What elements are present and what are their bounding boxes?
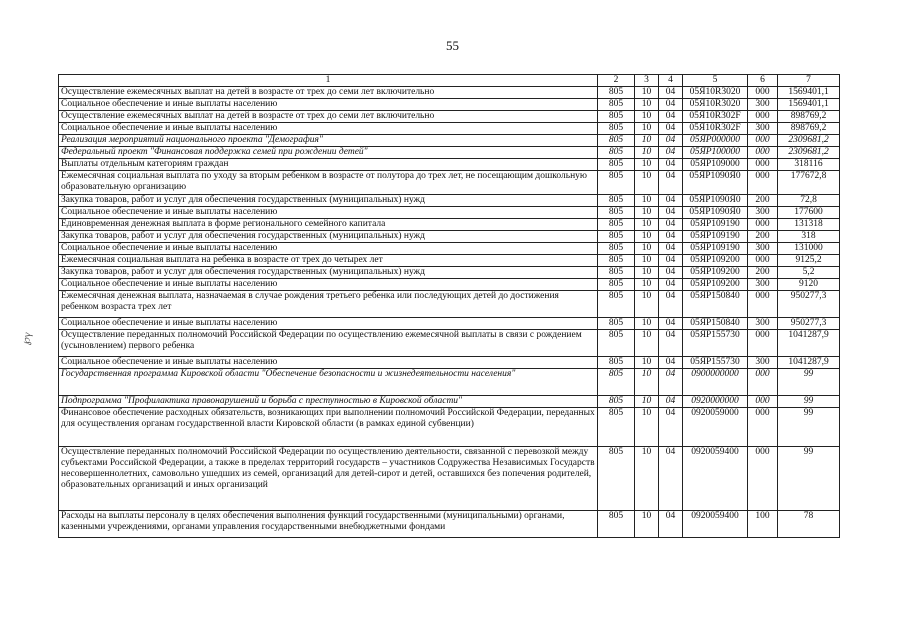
row-expense-type-cell: 000: [748, 396, 778, 408]
row-expense-type-cell: 300: [748, 357, 778, 369]
row-name-cell: Ежемесячная социальная выплата на ребенка в возрасте от трех до четырех лет: [59, 255, 598, 267]
row-expense-type-cell: 000: [748, 171, 778, 195]
row-name-cell: Ежемесячная социальная выплата по уходу за вторым ребенком в возрасте от полутора до трех лет, не посещающим дошкольную образовательную организацию: [59, 171, 598, 195]
row-target-article-cell: 05ЯP109200: [683, 255, 748, 267]
table-row: [59, 243, 840, 255]
row-subsection-cell: 04: [659, 267, 683, 279]
row-ministry-code-cell: 805: [598, 171, 635, 195]
row-ministry-code-cell: 805: [598, 318, 635, 330]
row-name-cell: Социальное обеспечение и иные выплаты населению: [59, 357, 598, 369]
row-section-cell: 10: [635, 99, 659, 111]
row-section-cell: 10: [635, 369, 659, 396]
row-expense-type-cell: 000: [748, 291, 778, 318]
table-row: [59, 171, 840, 195]
row-ministry-code-cell: 805: [598, 231, 635, 243]
row-section-cell: 10: [635, 291, 659, 318]
row-name-cell: Государственная программа Кировской области "Обеспечение безопасности и жизнедеятельности населения": [59, 369, 598, 396]
row-amount-cell: 1569401,1: [778, 99, 840, 111]
row-expense-type-cell: 000: [748, 111, 778, 123]
row-target-article-cell: 0900000000: [683, 369, 748, 396]
row-section-cell: 10: [635, 279, 659, 291]
header-cell: 1: [59, 75, 598, 87]
row-target-article-cell: 0920059000: [683, 408, 748, 447]
row-amount-cell: 9125,2: [778, 255, 840, 267]
row-amount-cell: 131318: [778, 219, 840, 231]
row-section-cell: 10: [635, 318, 659, 330]
row-amount-cell: 78: [778, 511, 840, 538]
row-ministry-code-cell: 805: [598, 511, 635, 538]
table-row: [59, 159, 840, 171]
row-amount-cell: 99: [778, 408, 840, 447]
row-name-cell: Социальное обеспечение и иные выплаты населению: [59, 243, 598, 255]
row-amount-cell: 99: [778, 369, 840, 396]
row-ministry-code-cell: 805: [598, 279, 635, 291]
row-target-article-cell: 05ЯP150840: [683, 318, 748, 330]
row-expense-type-cell: 300: [748, 207, 778, 219]
row-target-article-cell: 05ЯP109200: [683, 267, 748, 279]
row-target-article-cell: 05ЯP109200: [683, 279, 748, 291]
row-subsection-cell: 04: [659, 447, 683, 511]
row-section-cell: 10: [635, 267, 659, 279]
row-ministry-code-cell: 805: [598, 291, 635, 318]
header-cell: 7: [778, 75, 840, 87]
row-expense-type-cell: 300: [748, 123, 778, 135]
row-target-article-cell: 05ЯP1090Я0: [683, 207, 748, 219]
row-amount-cell: 2309681,2: [778, 135, 840, 147]
row-target-article-cell: 05ЯP1090Я0: [683, 171, 748, 195]
table-row: [59, 318, 840, 330]
row-section-cell: 10: [635, 447, 659, 511]
table-row: [59, 267, 840, 279]
row-ministry-code-cell: 805: [598, 330, 635, 357]
row-subsection-cell: 04: [659, 99, 683, 111]
row-amount-cell: 177672,8: [778, 171, 840, 195]
row-expense-type-cell: 300: [748, 99, 778, 111]
row-ministry-code-cell: 805: [598, 207, 635, 219]
row-name-cell: Реализация мероприятий национального проекта "Демография": [59, 135, 598, 147]
row-subsection-cell: 04: [659, 207, 683, 219]
row-target-article-cell: 05Я10R302F: [683, 123, 748, 135]
row-ministry-code-cell: 805: [598, 123, 635, 135]
row-target-article-cell: 05ЯP150840: [683, 291, 748, 318]
row-target-article-cell: 0920059400: [683, 511, 748, 538]
row-name-cell: Единовременная денежная выплата в форме регионального семейного капитала: [59, 219, 598, 231]
row-name-cell: Осуществление переданных полномочий Российской Федерации по осуществлению деятельности, связанной с перевозкой между субъектами Российской Федерации, а также в пределах территорий государств – участников Содружества Независимых Государств несовершеннолетних, самовольно ушедших из семей, организаций для детей-сирот и детей, оставшихся без попечения родителей, образовательных организаций и иных организаций: [59, 447, 598, 511]
row-name-cell: Финансовое обеспечение расходных обязательств, возникающих при выполнении полномочий Российской Федерации, переданных для осуществления органам государственной власти Кировской области (в рамках единой субвенции): [59, 408, 598, 447]
row-name-cell: Закупка товаров, работ и услуг для обеспечения государственных (муниципальных) нужд: [59, 267, 598, 279]
row-target-article-cell: 05ЯP155730: [683, 357, 748, 369]
row-amount-cell: 318: [778, 231, 840, 243]
row-name-cell: Социальное обеспечение и иные выплаты населению: [59, 318, 598, 330]
row-expense-type-cell: 000: [748, 447, 778, 511]
row-subsection-cell: 04: [659, 87, 683, 99]
row-name-cell: Ежемесячная денежная выплата, назначаемая в случае рождения третьего ребенка или последующих детей до достижения ребенком возраста трех лет: [59, 291, 598, 318]
row-target-article-cell: 05ЯP109190: [683, 231, 748, 243]
row-name-cell: Социальное обеспечение и иные выплаты населению: [59, 279, 598, 291]
row-subsection-cell: 04: [659, 291, 683, 318]
row-subsection-cell: 04: [659, 147, 683, 159]
row-amount-cell: 2309681,2: [778, 147, 840, 159]
row-expense-type-cell: 000: [748, 219, 778, 231]
row-section-cell: 10: [635, 111, 659, 123]
row-amount-cell: 131000: [778, 243, 840, 255]
row-subsection-cell: 04: [659, 171, 683, 195]
row-name-cell: Осуществление ежемесячных выплат на детей в возрасте от трех до семи лет включительно: [59, 111, 598, 123]
row-section-cell: 10: [635, 159, 659, 171]
row-target-article-cell: 05Я10R3020: [683, 87, 748, 99]
row-section-cell: 10: [635, 195, 659, 207]
row-expense-type-cell: 000: [748, 408, 778, 447]
page-number: 55: [446, 38, 459, 53]
table-row: [59, 357, 840, 369]
row-expense-type-cell: 100: [748, 511, 778, 538]
row-amount-cell: 99: [778, 396, 840, 408]
row-amount-cell: 1041287,9: [778, 330, 840, 357]
row-section-cell: 10: [635, 123, 659, 135]
header-cell: 5: [683, 75, 748, 87]
table-row: [59, 447, 840, 511]
row-expense-type-cell: 000: [748, 255, 778, 267]
row-expense-type-cell: 300: [748, 243, 778, 255]
row-expense-type-cell: 200: [748, 231, 778, 243]
row-subsection-cell: 04: [659, 111, 683, 123]
row-expense-type-cell: 000: [748, 159, 778, 171]
row-amount-cell: 950277,3: [778, 291, 840, 318]
row-section-cell: 10: [635, 357, 659, 369]
row-ministry-code-cell: 805: [598, 135, 635, 147]
row-subsection-cell: 04: [659, 279, 683, 291]
row-target-article-cell: 05ЯP109190: [683, 219, 748, 231]
table-row: [59, 231, 840, 243]
table-row: [59, 369, 840, 396]
row-section-cell: 10: [635, 147, 659, 159]
row-subsection-cell: 04: [659, 123, 683, 135]
row-amount-cell: 177600: [778, 207, 840, 219]
row-expense-type-cell: 200: [748, 267, 778, 279]
budget-table: [58, 74, 840, 538]
header-cell: 6: [748, 75, 778, 87]
row-section-cell: 10: [635, 87, 659, 99]
row-subsection-cell: 04: [659, 135, 683, 147]
row-ministry-code-cell: 805: [598, 396, 635, 408]
header-cell: 4: [659, 75, 683, 87]
table-row: [59, 195, 840, 207]
row-subsection-cell: 04: [659, 255, 683, 267]
row-amount-cell: 1569401,1: [778, 87, 840, 99]
row-expense-type-cell: 000: [748, 87, 778, 99]
row-name-cell: Социальное обеспечение и иные выплаты населению: [59, 207, 598, 219]
header-cell: 3: [635, 75, 659, 87]
row-target-article-cell: 05Я10R3020: [683, 99, 748, 111]
table-row: [59, 207, 840, 219]
row-amount-cell: 318116: [778, 159, 840, 171]
row-section-cell: 10: [635, 396, 659, 408]
row-expense-type-cell: 000: [748, 135, 778, 147]
row-expense-type-cell: 000: [748, 147, 778, 159]
row-ministry-code-cell: 805: [598, 159, 635, 171]
row-name-cell: Выплаты отдельным категориям граждан: [59, 159, 598, 171]
row-amount-cell: 99: [778, 447, 840, 511]
row-amount-cell: 898769,2: [778, 123, 840, 135]
row-target-article-cell: 05ЯP155730: [683, 330, 748, 357]
row-amount-cell: 898769,2: [778, 111, 840, 123]
row-section-cell: 10: [635, 171, 659, 195]
row-section-cell: 10: [635, 255, 659, 267]
row-subsection-cell: 04: [659, 330, 683, 357]
table-header-row: [59, 75, 840, 87]
row-target-article-cell: 05ЯP100000: [683, 147, 748, 159]
row-subsection-cell: 04: [659, 396, 683, 408]
row-amount-cell: 9120: [778, 279, 840, 291]
row-subsection-cell: 04: [659, 243, 683, 255]
header-cell: 2: [598, 75, 635, 87]
row-amount-cell: 5,2: [778, 267, 840, 279]
row-ministry-code-cell: 805: [598, 195, 635, 207]
table-row: [59, 511, 840, 538]
table-row: [59, 99, 840, 111]
row-subsection-cell: 04: [659, 408, 683, 447]
row-name-cell: Социальное обеспечение и иные выплаты населению: [59, 123, 598, 135]
row-subsection-cell: 04: [659, 318, 683, 330]
row-ministry-code-cell: 805: [598, 255, 635, 267]
row-name-cell: Расходы на выплаты персоналу в целях обеспечения выполнения функций государственными (муниципальными) органами, казенными учреждениями, органами управления государственными внебюджетными фондами: [59, 511, 598, 538]
row-expense-type-cell: 200: [748, 195, 778, 207]
row-target-article-cell: 05ЯP000000: [683, 135, 748, 147]
table-row: [59, 135, 840, 147]
row-name-cell: Закупка товаров, работ и услуг для обеспечения государственных (муниципальных) нужд: [59, 195, 598, 207]
margin-mark: ℘γ: [19, 331, 34, 346]
table-row: [59, 291, 840, 318]
row-ministry-code-cell: 805: [598, 267, 635, 279]
row-target-article-cell: 05ЯP1090Я0: [683, 195, 748, 207]
row-target-article-cell: 05Я10R302F: [683, 111, 748, 123]
row-section-cell: 10: [635, 231, 659, 243]
row-subsection-cell: 04: [659, 357, 683, 369]
row-name-cell: Федеральный проект "Финансовая поддержка семей при рождении детей": [59, 147, 598, 159]
row-expense-type-cell: 300: [748, 318, 778, 330]
row-ministry-code-cell: 805: [598, 408, 635, 447]
row-expense-type-cell: 000: [748, 369, 778, 396]
table-row: [59, 408, 840, 447]
row-subsection-cell: 04: [659, 369, 683, 396]
row-section-cell: 10: [635, 243, 659, 255]
row-subsection-cell: 04: [659, 195, 683, 207]
row-ministry-code-cell: 805: [598, 99, 635, 111]
table-row: [59, 219, 840, 231]
row-ministry-code-cell: 805: [598, 111, 635, 123]
row-expense-type-cell: 300: [748, 279, 778, 291]
row-ministry-code-cell: 805: [598, 243, 635, 255]
row-section-cell: 10: [635, 511, 659, 538]
row-amount-cell: 1041287,9: [778, 357, 840, 369]
row-name-cell: Осуществление переданных полномочий Российской Федерации по осуществлению ежемесячной выплаты в связи с рождением (усыновлением) первого ребенка: [59, 330, 598, 357]
row-subsection-cell: 04: [659, 219, 683, 231]
row-section-cell: 10: [635, 135, 659, 147]
row-name-cell: Закупка товаров, работ и услуг для обеспечения государственных (муниципальных) нужд: [59, 231, 598, 243]
row-section-cell: 10: [635, 207, 659, 219]
row-ministry-code-cell: 805: [598, 87, 635, 99]
row-expense-type-cell: 000: [748, 330, 778, 357]
table-row: [59, 279, 840, 291]
row-subsection-cell: 04: [659, 511, 683, 538]
row-name-cell: Социальное обеспечение и иные выплаты населению: [59, 99, 598, 111]
row-name-cell: Осуществление ежемесячных выплат на детей в возрасте от трех до семи лет включительно: [59, 87, 598, 99]
row-amount-cell: 72,8: [778, 195, 840, 207]
row-section-cell: 10: [635, 408, 659, 447]
table-row: [59, 330, 840, 357]
row-target-article-cell: 05ЯP109190: [683, 243, 748, 255]
row-subsection-cell: 04: [659, 159, 683, 171]
row-section-cell: 10: [635, 330, 659, 357]
table-row: [59, 147, 840, 159]
table-row: [59, 87, 840, 99]
row-amount-cell: 950277,3: [778, 318, 840, 330]
row-ministry-code-cell: 805: [598, 147, 635, 159]
table-row: [59, 111, 840, 123]
row-subsection-cell: 04: [659, 231, 683, 243]
table-row: [59, 123, 840, 135]
row-ministry-code-cell: 805: [598, 369, 635, 396]
row-target-article-cell: 0920059400: [683, 447, 748, 511]
row-ministry-code-cell: 805: [598, 219, 635, 231]
table-row: [59, 396, 840, 408]
row-name-cell: Подпрограмма "Профилактика правонарушений и борьба с преступностью в Кировской области": [59, 396, 598, 408]
row-ministry-code-cell: 805: [598, 447, 635, 511]
row-section-cell: 10: [635, 219, 659, 231]
row-ministry-code-cell: 805: [598, 357, 635, 369]
row-target-article-cell: 05ЯP109000: [683, 159, 748, 171]
table-row: [59, 255, 840, 267]
row-target-article-cell: 0920000000: [683, 396, 748, 408]
